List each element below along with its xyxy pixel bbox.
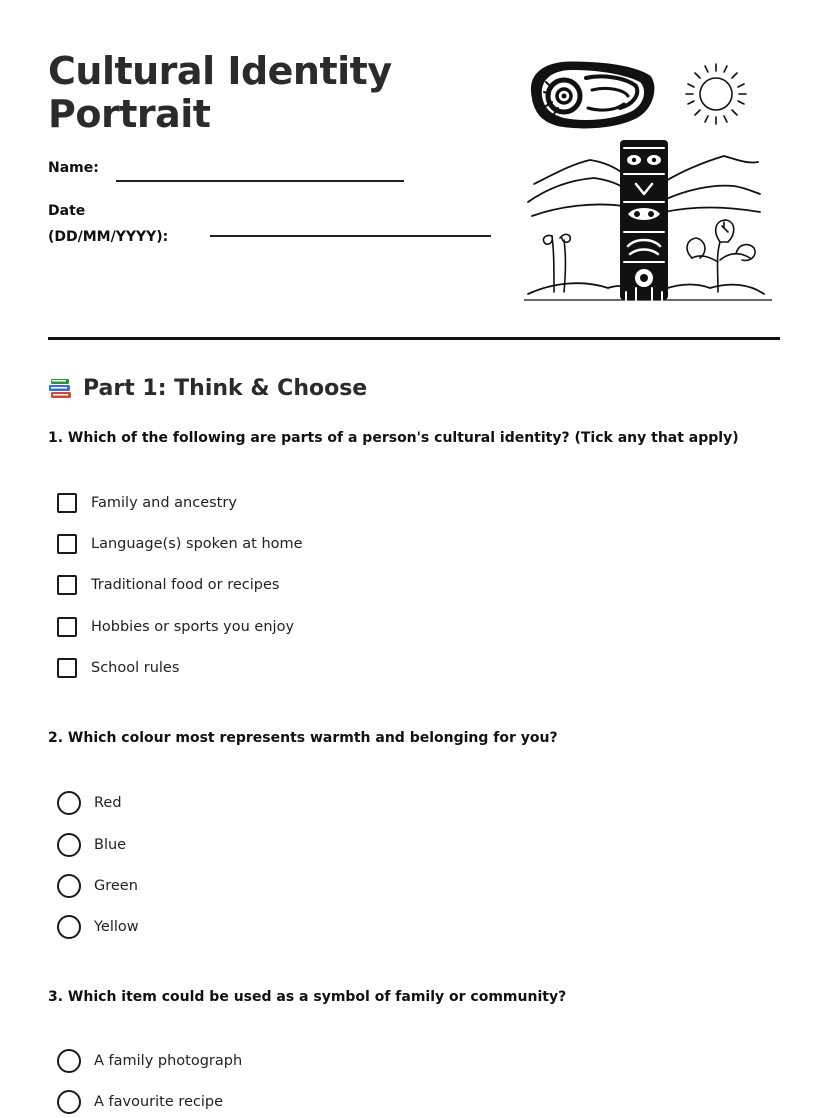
radio-button[interactable] bbox=[57, 791, 81, 815]
checkbox[interactable] bbox=[57, 658, 77, 678]
option-label: A family photograph bbox=[94, 1053, 243, 1069]
option-red[interactable] bbox=[57, 790, 122, 816]
page-title-line-1: Cultural Identity bbox=[48, 49, 392, 93]
option-favourite-recipe[interactable] bbox=[57, 1089, 223, 1115]
koru-spiral-icon bbox=[531, 62, 654, 128]
option-family-and-ancestry[interactable] bbox=[57, 490, 237, 516]
totem-pole-icon bbox=[620, 140, 668, 300]
option-label: A favourite recipe bbox=[94, 1094, 224, 1110]
option-label: Red bbox=[94, 795, 122, 811]
name-field[interactable] bbox=[116, 180, 404, 182]
radio-button[interactable] bbox=[57, 1049, 81, 1073]
cultural-totem-landscape-illustration bbox=[524, 56, 772, 306]
radio-button[interactable] bbox=[57, 874, 81, 898]
option-label: Yellow bbox=[94, 919, 139, 935]
question-2: 2. Which colour most represents warmth and belonging for you? bbox=[48, 730, 558, 746]
checkbox[interactable] bbox=[57, 493, 77, 513]
tree-icon bbox=[687, 220, 755, 292]
option-label: Blue bbox=[94, 837, 127, 853]
option-label: Hobbies or sports you enjoy bbox=[91, 619, 295, 635]
page-title bbox=[48, 50, 392, 136]
question-3: 3. Which item could be used as a symbol of family or community? bbox=[48, 989, 567, 1005]
option-hobbies-sports[interactable] bbox=[57, 614, 294, 640]
date-field[interactable] bbox=[210, 235, 491, 237]
option-green[interactable] bbox=[57, 873, 138, 899]
sun-icon bbox=[686, 64, 746, 124]
option-blue[interactable] bbox=[57, 832, 126, 858]
question-1: 1. Which of the following are parts of a person's cultural identity? (Tick any that apply) bbox=[48, 430, 739, 446]
option-label: Family and ancestry bbox=[91, 495, 237, 511]
section-heading-part-1 bbox=[48, 373, 367, 405]
option-family-photograph[interactable] bbox=[57, 1048, 242, 1074]
option-school-rules[interactable] bbox=[57, 655, 179, 681]
radio-button[interactable] bbox=[57, 915, 81, 939]
radio-button[interactable] bbox=[57, 833, 81, 857]
option-yellow[interactable] bbox=[57, 914, 139, 940]
section-heading-text: Part 1: Think & Choose bbox=[83, 376, 368, 401]
section-divider bbox=[48, 337, 780, 340]
option-label: Traditional food or recipes bbox=[91, 577, 280, 593]
option-label: Language(s) spoken at home bbox=[91, 536, 303, 552]
option-label: School rules bbox=[91, 660, 180, 676]
date-label bbox=[48, 198, 168, 250]
option-traditional-food[interactable] bbox=[57, 572, 279, 598]
name-label: Name: bbox=[48, 160, 99, 176]
checkbox[interactable] bbox=[57, 534, 77, 554]
radio-button[interactable] bbox=[57, 1090, 81, 1114]
books-icon bbox=[48, 376, 74, 402]
date-label-line-1: Date bbox=[48, 203, 86, 219]
checkbox[interactable] bbox=[57, 617, 77, 637]
option-languages-spoken[interactable] bbox=[57, 531, 303, 557]
date-label-line-2: (DD/MM/YYYY): bbox=[48, 229, 169, 245]
option-label: Green bbox=[94, 878, 138, 894]
page-title-line-2: Portrait bbox=[48, 92, 211, 136]
checkbox[interactable] bbox=[57, 575, 77, 595]
